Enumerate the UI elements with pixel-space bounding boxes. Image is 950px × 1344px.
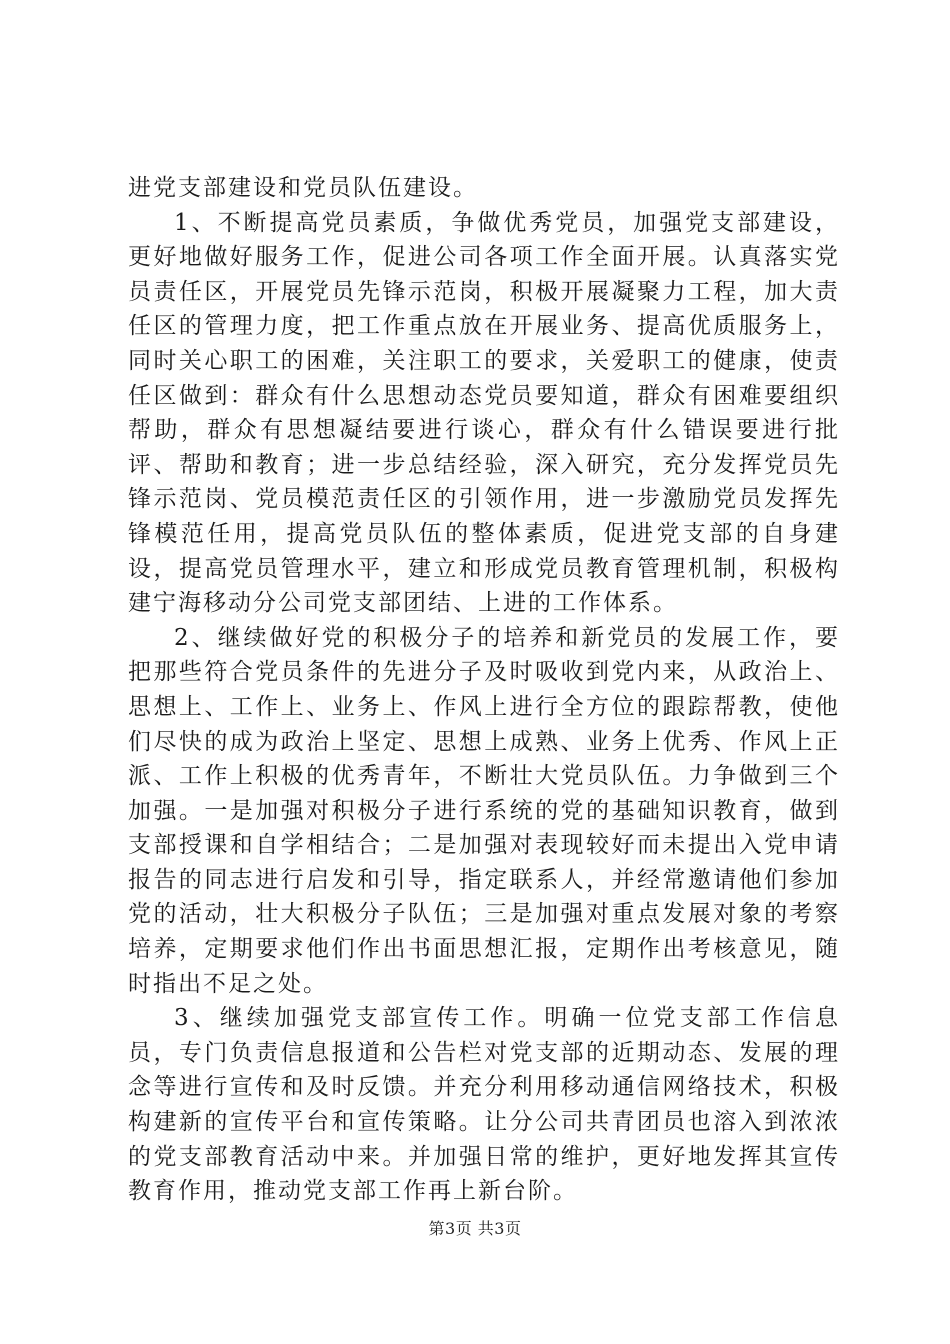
paragraph-item-3: 3、继续加强党支部宣传工作。明确一位党支部工作信息员，专门负责信息报道和公告栏对党支部的近期动态、发展的理念等进行宣传和及时反馈。并充分利用移动通信网络技术，积极构建新的宣传平台和宣传策略。让分公司共青团员也溶入到浓浓的党支部教育活动中来。并加强日常的维护，更好地发挥其宣传教育作用，推动党支部工作再上新台阶。	[128, 1005, 840, 1205]
document-body	[128, 171, 840, 1209]
page-footer: 第3页 共3页	[428, 1219, 522, 1238]
paragraph-continuation: 进党支部建设和党员队伍建设。	[128, 175, 478, 201]
paragraph-item-2: 2、继续做好党的积极分子的培养和新党员的发展工作，要把那些符合党员条件的先进分子及时吸收到党内来，从政治上、思想上、工作上、业务上、作风上进行全方位的跟踪帮教，使他们尽快的成为政治上坚定、思想上成熟、业务上优秀、作风上正派、工作上积极的优秀青年，不断壮大党员队伍。力争做到三个加强。一是加强对积极分子进行系统的党的基础知识教育，做到支部授课和自学相结合；二是加强对表现较好而未提出入党申请报告的同志进行启发和引导，指定联系人，并经常邀请他们参加党的活动，壮大积极分子队伍；三是加强对重点发展对象的考察培养，定期要求他们作出书面思想汇报，定期作出考核意见，随时指出不足之处。	[128, 624, 840, 997]
paragraph-item-1: 1、不断提高党员素质，争做优秀党员，加强党支部建设，更好地做好服务工作，促进公司各项工作全面开展。认真落实党员责任区，开展党员先锋示范岗，积极开展凝聚力工程，加大责任区的管理力度，把工作重点放在开展业务、提高优质服务上，同时关心职工的困难，关注职工的要求，关爱职工的健康，使责任区做到：群众有什么思想动态党员要知道，群众有困难要组织帮助，群众有思想凝结要进行谈心，群众有什么错误要进行批评、帮助和教育；进一步总结经验，深入研究，充分发挥党员先锋示范岗、党员模范责任区的引领作用，进一步激励党员发挥先锋模范任用，提高党员队伍的整体素质，促进党支部的自身建设，提高党员管理水平，建立和形成党员教育管理机制，积极构建宁海移动分公司党支部团结、上进的工作体系。	[128, 209, 840, 617]
